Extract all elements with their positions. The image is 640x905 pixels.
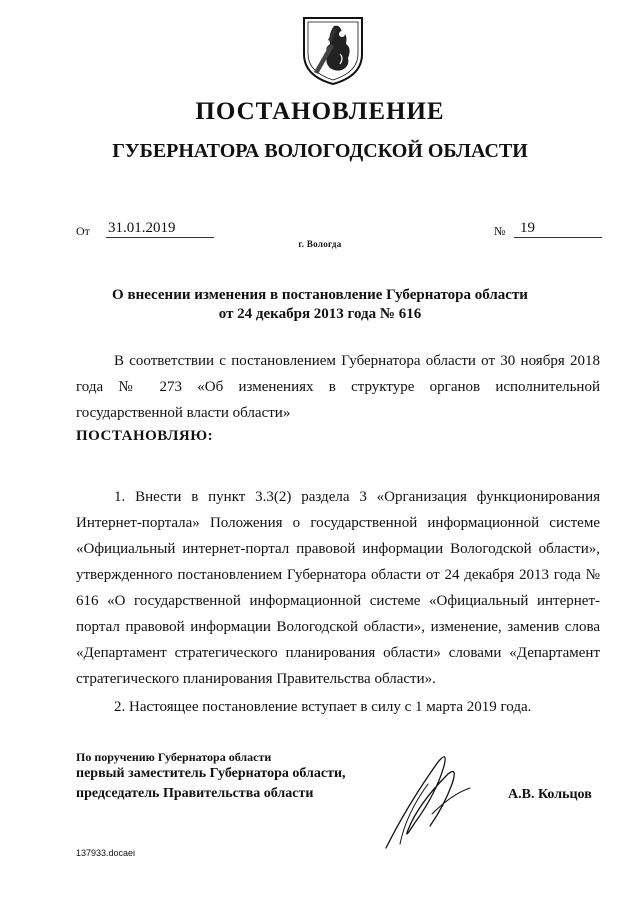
coat-of-arms-icon <box>300 14 366 86</box>
subject-line-1: О внесении изменения в постановление Губернатора области <box>112 287 528 303</box>
decree-heading: ПОСТАНОВЛЯЮ: <box>76 428 214 444</box>
file-reference: 137933.docaei <box>76 848 136 858</box>
date-label: От <box>76 224 90 238</box>
signature-position-line-1: первый заместитель Губернатора области, <box>76 766 346 781</box>
number-label: № <box>494 224 506 238</box>
subject-line-2: от 24 декабря 2013 года № 616 <box>218 306 422 322</box>
document-issuer: ГУБЕРНАТОРА ВОЛОГОДСКОЙ ОБЛАСТИ <box>112 140 528 162</box>
signature-authority-line: По поручению Губернатора области <box>76 750 272 764</box>
clause-2-paragraph: 2. Настоящее постановление вступает в силу с 1 марта 2019 года. <box>114 699 532 715</box>
document-title: ПОСТАНОВЛЕНИЕ <box>195 98 445 125</box>
clause-1-paragraph: 1. Внести в пункт 3.3(2) раздела 3 «Организация функционирования Интернет-портала» Положения о государственной информационной системе «Официальный интернет-портал правовой информации Вологодской области», утвержденного постановлением Губернатора области от 24 декабря 2013 года № 616 «О государственной информационной системе «Официальный интернет-портал правовой информации Вологодской области», изменение, заменив слова «Департамент стратегического планирования области» словами «Департамент стратегического планирования Правительства области». <box>76 489 600 687</box>
date-value: 31.01.2019 <box>106 219 214 238</box>
city: г. Вологда <box>298 239 342 249</box>
handwritten-signature <box>378 744 478 856</box>
document-subject <box>60 286 580 324</box>
signature-position-line-2: председатель Правительства области <box>76 786 314 801</box>
preamble-paragraph: В соответствии с постановлением Губернатора области от 30 ноября 2018 года № 273 «Об изменениях в структуре органов исполнительной государственной власти области» <box>76 353 600 421</box>
signer-name: А.В. Кольцов <box>508 787 592 802</box>
number-value: 19 <box>514 219 602 238</box>
